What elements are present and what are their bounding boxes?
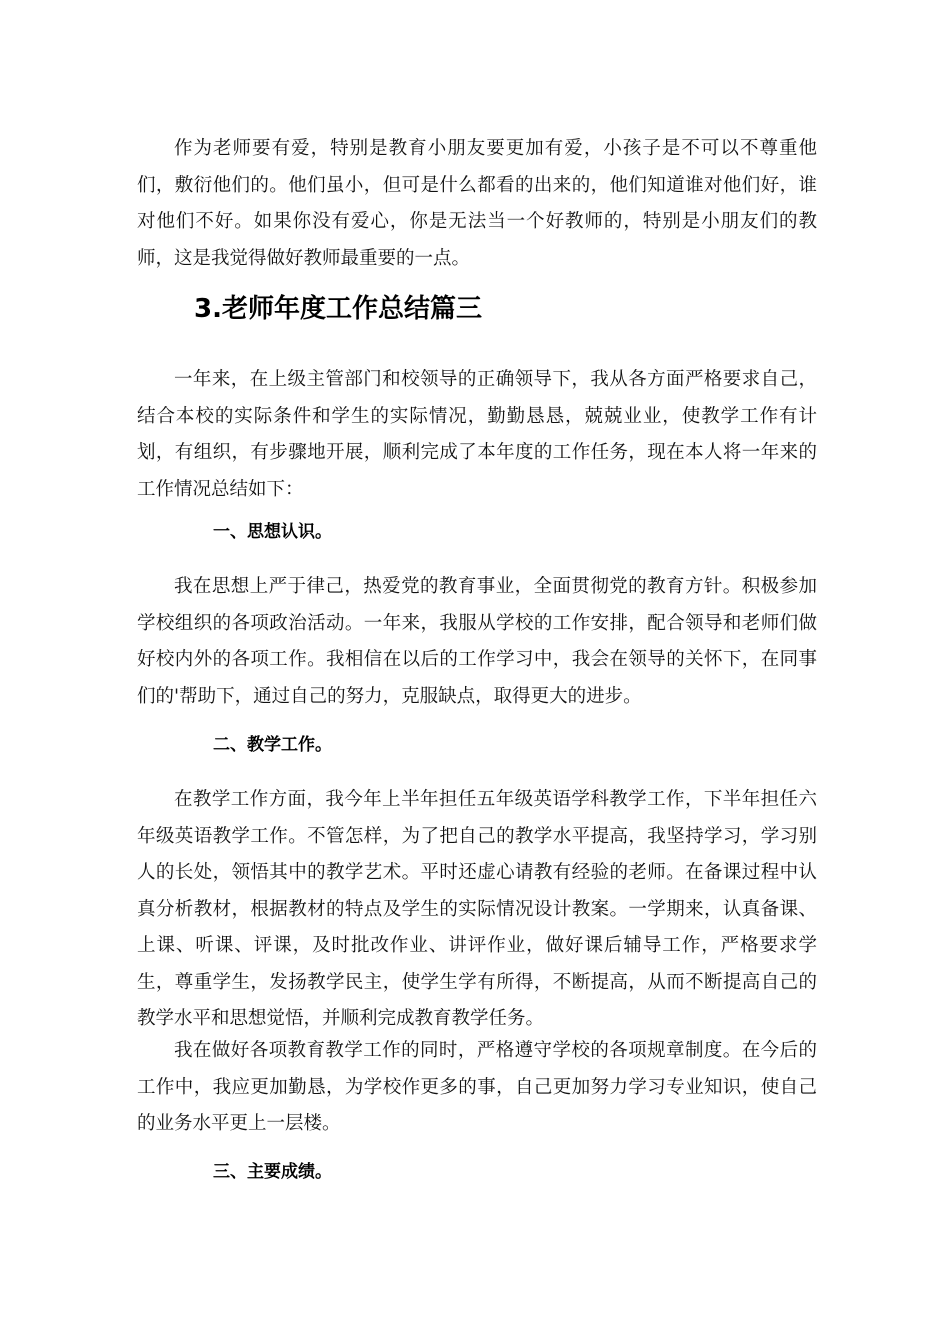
teaching-paragraph-2: 我在做好各项教育教学工作的同时，严格遵守学校的各项规章制度。在今后的工作中，我应更加勤恳，为学校作更多的事，自己更加努力学习专业知识，使自己的业务水平更上一层楼。 [137,1040,817,1134]
subheading-ideology: 一、思想认识。 [213,522,332,542]
subheading-teaching: 二、教学工作。 [213,735,332,755]
opening-paragraph: 一年来，在上级主管部门和校领导的正确领导下，我从各方面严格要求自己，结合本校的实际条件和学生的实际情况，勤勤恳恳，兢兢业业，使教学工作有计划，有组织，有步骤地开展，顺利完成了本年度的工作任务，现在本人将一年来的工作情况总结如下： [137,369,817,500]
teaching-paragraph-1: 在教学工作方面，我今年上半年担任五年级英语学科教学工作，下半年担任六年级英语教学工作。不管怎样，为了把自己的教学水平提高，我坚持学习，学习别人的长处，领悟其中的教学艺术。平时还虚心请教有经验的老师。在备课过程中认真分析教材，根据教材的特点及学生的实际情况设计教案。一学期来，认真备课、上课、听课、评课，及时批改作业、讲评作业，做好课后辅导工作，严格要求学生，尊重学生，发扬教学民主，使学生学有所得，不断提高，从而不断提高自己的教学水平和思想觉悟，并顺利完成教育教学任务。 [137,789,817,1029]
intro-paragraph: 作为老师要有爱，特别是教育小朋友要更加有爱，小孩子是不可以不尊重他们，敷衍他们的。他们虽小，但可是什么都看的出来的，他们知道谁对他们好，谁对他们不好。如果你没有爱心，你是无法当一个好教师的，特别是小朋友们的教师，这是我觉得做好教师最重要的一点。 [137,138,817,269]
section-title: 3.老师年度工作总结篇三 [194,294,482,324]
ideology-paragraph: 我在思想上严于律己，热爱党的教育事业，全面贯彻党的教育方针。积极参加学校组织的各项政治活动。一年来，我服从学校的工作安排，配合领导和老师们做好校内外的各项工作。我相信在以后的工作学习中，我会在领导的关怀下，在同事们的'帮助下，通过自己的努力，克服缺点，取得更大的进步。 [137,576,817,707]
subheading-achievements: 三、主要成绩。 [213,1162,332,1182]
